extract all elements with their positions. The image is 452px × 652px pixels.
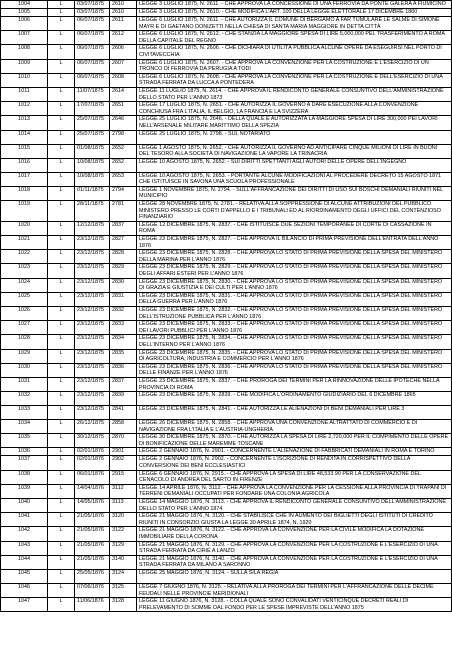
act-date-cell: 06/07/1875 — [75, 73, 110, 87]
table-row — [1, 321, 452, 335]
table-row — [1, 434, 452, 448]
table-row — [1, 392, 452, 406]
table-row — [1, 102, 452, 116]
act-description-cell: LEGGE 14 APRILE 1876, N. 3112. - CHE APPROVA LA CONVENZIONE PER LA CESSIONE ALLA PROVINCIA DI TRAPANI DI TERRENI DEMANIALI OCCUPATI PER FONDARE UNA COLONIA AGRICOLA — [137, 484, 452, 498]
act-date-cell: 23/12/1875 — [75, 236, 110, 250]
row-number-cell: 1036 — [1, 448, 48, 456]
act-date-cell: 14/05/1876 — [75, 499, 110, 513]
table-row — [1, 335, 452, 349]
act-description-cell: LEGGE 10 AGOSTO 1875, N. 2652. - SUI DIRITTI SPETTANTI AGLI AUTORI DELLE OPERE DELL'INGEGNO — [137, 158, 452, 172]
act-type-cell: L — [48, 335, 75, 349]
act-code-cell: 3125 — [110, 583, 137, 597]
act-code-cell: 2781 — [110, 201, 137, 222]
act-date-cell: 21/05/1876 — [75, 541, 110, 555]
act-description-cell: LEGGE 23 DICEMBRE 1875, N. 2830. - CHE APPROVA LO STATO DI PRIMA PREVISIONE DELLA SPESA DEL MINISTERO DI GRAZIA E GIUSTIZIA E DEI CULTI PER L'ANNO 1876 — [137, 278, 452, 292]
act-date-cell: 02/01/1876 — [75, 456, 110, 470]
act-date-cell: 23/12/1875 — [75, 306, 110, 320]
act-type-cell: L — [48, 250, 75, 264]
act-date-cell: 25/07/1875 — [75, 116, 110, 130]
act-code-cell: 3129 — [110, 541, 137, 555]
act-type-cell: L — [48, 321, 75, 335]
act-code-cell: 2606 — [110, 45, 137, 59]
act-date-cell: 23/12/1875 — [75, 335, 110, 349]
act-code-cell: 2841 — [110, 406, 137, 420]
act-date-cell: 07/06/1876 — [75, 583, 110, 597]
table-row — [1, 87, 452, 101]
table-row — [1, 158, 452, 172]
row-number-cell: 1020 — [1, 221, 48, 235]
act-description-cell: LEGGE 1 NOVEMBRE 1875, N. 2794. - SULL'AFFRANCAZIONE DEI DIRITTI DI USO SUI BOSCHI DEMANIALI RIUNITI NEL MUNICIPIO — [137, 186, 452, 200]
act-date-cell: 23/12/1875 — [75, 264, 110, 278]
table-row — [1, 186, 452, 200]
act-description-cell: LEGGE 23 DICEMBRE 1875, N. 2832. - CHE APPROVA LO STATO DI PRIMA PREVISIONE DELLA SPESA DEL MINISTERO DELL'ISTRUZIONE PUBBLICA PER L'ANNO 1876 — [137, 306, 452, 320]
act-description-cell: LEGGE 23 DICEMBRE 1875, N. 2831. - CHE APPROVA LO STATO DI PRIMA PREVISIONE DELLA SPESA DEL MINISTERO DELLA GUERRA PER L'ANNO 1876 — [137, 292, 452, 306]
table-row — [1, 116, 452, 130]
act-code-cell: 2831 — [110, 292, 137, 306]
table-row — [1, 555, 452, 569]
act-date-cell: 01/11/1875 — [75, 186, 110, 200]
act-date-cell: 21/05/1876 — [75, 527, 110, 541]
act-type-cell: L — [48, 377, 75, 391]
act-type-cell: L — [48, 527, 75, 541]
row-number-cell: 1026 — [1, 306, 48, 320]
act-code-cell: 2794 — [110, 186, 137, 200]
act-description-cell: LEGGE 21 MAGGIO 1876, N. 3120. - CHE STABILISCE CHE IN AUMENTO DEI BIGLIETTI DEGLI ISTITUTI DI CREDITO RIUNITI IN CONSORZIO GIUSTA LA LEGGE 30 APRILE 1874, N. 1920 — [137, 513, 452, 527]
row-number-cell: 1040 — [1, 499, 48, 513]
act-type-cell: L — [48, 363, 75, 377]
act-date-cell: 25/05/1876 — [75, 569, 110, 583]
act-date-cell: 06/07/1875 — [75, 17, 110, 31]
act-type-cell: L — [48, 598, 75, 612]
row-number-cell: 1033 — [1, 406, 48, 420]
table-row — [1, 264, 452, 278]
act-description-cell: LEGGE 14 MAGGIO 1876, N. 3113. - CHE APPROVA IL RENDICONTO GENERALE CONSUNTIVO DELL'AMMINISTRAZIONE DELLO STATO PER L'ANNO 1874 — [137, 499, 452, 513]
act-description-cell: LEGGE 2 GENNAIO 1876, N. 2901. - CONCERNENTE L'ALIENAZIONE DI FABBRICATI DEMANIALI IN ROMA E TORINO — [137, 448, 452, 456]
act-description-cell: LEGGE 25 MAGGIO 1876, N. 3124. - SULLA SILA REGIA — [137, 569, 452, 583]
act-description-cell: LEGGE 23 DICEMBRE 1875, N. 2839. - CHE MODIFICA L'ORDINAMENTO GIUDIZIARIO DEL 6 DICEMBRE 1865 — [137, 392, 452, 406]
act-description-cell: LEGGE 10 AGOSTO 1875, N. 2653. - PORTANTE ALCUNE MODIFICAZIONI AL PROCEDERE DECRETO 15 AGOSTO 1871 CHE ISTITUISCE IN SAVONA UNA SCUOLA PROFESSIONALE — [137, 172, 452, 186]
act-code-cell: 2902 — [110, 456, 137, 470]
row-number-cell: 1017 — [1, 172, 48, 186]
act-type-cell: L — [48, 102, 75, 116]
act-type-cell: L — [48, 406, 75, 420]
row-number-cell: 1019 — [1, 201, 48, 222]
row-number-cell: 1005 — [1, 9, 48, 17]
act-date-cell: 23/12/1875 — [75, 278, 110, 292]
act-date-cell: 17/07/1875 — [75, 102, 110, 116]
act-type-cell: L — [48, 59, 75, 73]
act-type-cell: L — [48, 201, 75, 222]
row-number-cell: 1008 — [1, 45, 48, 59]
row-number-cell: 1045 — [1, 569, 48, 583]
row-number-cell: 1035 — [1, 434, 48, 448]
act-code-cell: 2651 — [110, 102, 137, 116]
act-code-cell: 2652 — [110, 144, 137, 158]
table-row — [1, 377, 452, 391]
act-description-cell: LEGGE 28 NOVEMBRE 1875, N. 2781. - RELATIVA ALLA SOPPRESSIONE DI ALCUNE ATTRIBUZIONI DEL PUBBLICO MINISTERO PRESSO LE CORTI D'APPELLO E I TRIBUNALI ED AL RIORDINAMENTO DEGLI UFFICI DEL CONTENZIOSO FINANZIARIO — [137, 201, 452, 222]
row-number-cell: 1015 — [1, 144, 48, 158]
act-description-cell: LEGGE 23 DICEMBRE 1875, N. 2837. - CHE PROROGA DEI TERMINI PER LA RINNOVAZIONE DELLE IPOTECHE NELLA PROVINCIA DI ROMA — [137, 377, 452, 391]
row-number-cell: 1011 — [1, 87, 48, 101]
act-code-cell: 2834 — [110, 335, 137, 349]
table-body — [1, 1, 452, 612]
act-code-cell: 2652 — [110, 158, 137, 172]
act-description-cell: LEGGE 11 GIUGNO 1876, N. 3128. - COLLA QUALE SONO CONVALIDATI VENTICINQUE DECRETI REALI DI PRELEVAMENTO DI SOMME DAL FONDO PER LE SPESE IMPREVISTE DELL'ANNO 1875 — [137, 598, 452, 612]
act-date-cell: 03/07/1875 — [75, 9, 110, 17]
row-number-cell: 1031 — [1, 377, 48, 391]
act-description-cell: LEGGE 2 GENNAIO 1876, N. 2902. - CONCERNENTE L'ISCRIZIONE DI RENDITA IN CORRISPETTIVO DELLA CONVERSIONE DEI BENI ECCLESIASTICI — [137, 456, 452, 470]
act-type-cell: L — [48, 499, 75, 513]
act-type-cell: L — [48, 158, 75, 172]
act-type-cell: L — [48, 470, 75, 484]
act-description-cell: LEGGE 7 GIUGNO 1876, N. 3125. - RELATIVA ALLA PROROGA DEI TERMINI PER L'AFFRANCAZIONE DELLE DECIME FEUDALI NELLE PROVINCIE MERIDIONALI — [137, 583, 452, 597]
act-type-cell: L — [48, 349, 75, 363]
act-code-cell: 2829 — [110, 264, 137, 278]
row-number-cell: 1009 — [1, 59, 48, 73]
row-number-cell: 1021 — [1, 236, 48, 250]
row-number-cell: 1037 — [1, 456, 48, 470]
table-row — [1, 221, 452, 235]
row-number-cell: 1006 — [1, 17, 48, 31]
act-description-cell: LEGGE 23 DICEMBRE 1875, N. 2841. - CHE AUTORIZZA LE ALIENAZIONI DI BENI DEMANIALI PER LIRE 3 — [137, 406, 452, 420]
act-date-cell: 21/05/1876 — [75, 513, 110, 527]
row-number-cell: 1004 — [1, 1, 48, 9]
act-code-cell: 3120 — [110, 513, 137, 527]
act-code-cell: 2614 — [110, 87, 137, 101]
act-description-cell: LEGGE 21 MAGGIO 1876, N. 3122. - CHE APPROVA LA CONVENZIONE PER LA CIVILE MODIFICA LA DOTAZIONE IMMOBILIARE DELLA CORONA — [137, 527, 452, 541]
act-date-cell: 28/11/1875 — [75, 201, 110, 222]
table-row — [1, 363, 452, 377]
table-row — [1, 448, 452, 456]
act-code-cell: 2610 — [110, 1, 137, 9]
row-number-cell: 1039 — [1, 484, 48, 498]
act-code-cell: 3122 — [110, 527, 137, 541]
act-description-cell: LEGGE 6 LUGLIO 1875, N. 2611. - CHE AUTORIZZA IL COMUNE DI BERGAMO A FAR TUMULARE LE SALME DI SIMONE MAYR E DI GAETANO DONIZETTI NELLA CHIESA DI SANTA MARIA MAGGIORE IN DETTA CITTÀ — [137, 17, 452, 31]
act-type-cell: L — [48, 17, 75, 31]
act-type-cell: L — [48, 555, 75, 569]
act-type-cell: L — [48, 73, 75, 87]
table-row — [1, 527, 452, 541]
act-code-cell: 2612 — [110, 31, 137, 45]
act-description-cell: LEGGE 3 LUGLIO 1875, N. 2611. - CHE APPROVA LA CONCESSIONE DI UNA FERROVIA DA PONTE GALERA A FIUMICINO — [137, 1, 452, 9]
act-description-cell: LEGGE 23 DICEMBRE 1875, N. 2829. - CHE APPROVA LO STATO DI PRIMA PREVISIONE DELLA SPESA DEL MINISTERO DEGLI AFFARI ESTERI PER L'ANNO 1876 — [137, 264, 452, 278]
act-description-cell: LEGGE 1 AGOSTO 1875, N. 2652. - CHE AUTORIZZA IL GOVERNO AD ANTICIPARE CINQUE MILIONI DI LIRE IN BUONI DEL TESORO ALLA SOCIETÀ DI NAVIGAZIONE LA VAPORE LA TRINACRIA — [137, 144, 452, 158]
act-code-cell: 2858 — [110, 420, 137, 434]
row-number-cell: 1012 — [1, 102, 48, 116]
table-row — [1, 1, 452, 9]
table-row — [1, 420, 452, 434]
act-code-cell: 2830 — [110, 278, 137, 292]
act-type-cell: L — [48, 31, 75, 45]
act-description-cell: LEGGE 3 LUGLIO 1875, N. 2610. - CHE MODIFICA L'ART. 100 DELLA LEGGE ELETTORALE 17 DICEMBRE 1860 — [137, 9, 452, 17]
table-row — [1, 73, 452, 87]
act-type-cell: L — [48, 392, 75, 406]
act-type-cell: L — [48, 541, 75, 555]
act-type-cell: L — [48, 306, 75, 320]
row-number-cell: 1029 — [1, 349, 48, 363]
act-date-cell: 02/01/1876 — [75, 448, 110, 456]
act-date-cell: 23/12/1875 — [75, 250, 110, 264]
act-date-cell: 23/12/1875 — [75, 292, 110, 306]
act-type-cell: L — [48, 116, 75, 130]
act-type-cell: L — [48, 420, 75, 434]
row-number-cell: 1022 — [1, 250, 48, 264]
act-date-cell: 26/12/1875 — [75, 420, 110, 434]
table-row — [1, 569, 452, 583]
row-number-cell: 1042 — [1, 527, 48, 541]
act-type-cell: L — [48, 1, 75, 9]
table-row — [1, 130, 452, 144]
table-row — [1, 59, 452, 73]
row-number-cell: 1027 — [1, 321, 48, 335]
act-description-cell: LEGGE 23 DICEMBRE 1875, N. 2828. - CHE APPROVA LO STATO DI PRIMA PREVISIONE DELLA SPESA DEL MINISTERO DELLA MARINA PER L'ANNO 1876 — [137, 250, 452, 264]
act-description-cell: LEGGE 11 LUGLIO 1875, N. 2614. - CHE APPROVA IL RENDICONTO GENERALE CONSUNTIVO DELL'AMMINISTRAZIONE DELLO STATO PER L'ANNO 1873 — [137, 87, 452, 101]
act-code-cell: 2837 — [110, 221, 137, 235]
act-code-cell: 2837 — [110, 377, 137, 391]
act-date-cell: 23/12/1875 — [75, 321, 110, 335]
act-code-cell: 2610 — [110, 9, 137, 17]
act-type-cell: L — [48, 448, 75, 456]
table-row — [1, 17, 452, 31]
act-description-cell: LEGGE 6 LUGLIO 1875, N. 2607. - CHE APPROVA LA CONVENZIONE PER LA COSTRUZIONE E L'ESERCIZIO DI UN TRONCO DI FERROVIA DA PERUGIA A TODI — [137, 59, 452, 73]
table-row — [1, 513, 452, 527]
row-number-cell: 1014 — [1, 130, 48, 144]
act-code-cell: 2607 — [110, 59, 137, 73]
table-row — [1, 349, 452, 363]
row-number-cell: 1041 — [1, 513, 48, 527]
act-code-cell: 3112 — [110, 484, 137, 498]
act-type-cell: L — [48, 87, 75, 101]
table-row — [1, 499, 452, 513]
act-description-cell: LEGGE 12 DICEMBRE 1875, N. 2837. - CHE ISTITUISCE DUE SEZIONI TEMPORANEE DI CORTE DI CASSAZIONE IN ROMA — [137, 221, 452, 235]
row-number-cell: 1025 — [1, 292, 48, 306]
act-date-cell: 10/08/1875 — [75, 172, 110, 186]
table-row — [1, 583, 452, 597]
row-number-cell: 1024 — [1, 278, 48, 292]
act-description-cell: LEGGE 23 DICEMBRE 1875, N. 2836. - CHE APPROVA LO STATO DI PRIMA PREVISIONE DELLA SPESA DEL MINISTERO DELLE FINANZE PER L'ANNO 1876 — [137, 363, 452, 377]
row-number-cell: 1028 — [1, 335, 48, 349]
act-type-cell: L — [48, 569, 75, 583]
act-date-cell: 01/08/1875 — [75, 144, 110, 158]
act-description-cell: LEGGE 6 LUGLIO 1875, N. 2612. - CHE STANZIA LA MAGGIORE SPESA DI LIRE 5,000,000 PEL TRASFERIMENTO A ROMA DELLA CAPITALE DEL REGNO — [137, 31, 452, 45]
act-type-cell: L — [48, 9, 75, 17]
act-code-cell: 2833 — [110, 321, 137, 335]
row-number-cell: 1043 — [1, 541, 48, 555]
act-date-cell: 23/12/1875 — [75, 392, 110, 406]
act-type-cell: L — [48, 186, 75, 200]
act-date-cell: 06/01/1876 — [75, 470, 110, 484]
act-code-cell: 2836 — [110, 363, 137, 377]
act-code-cell: 2839 — [110, 392, 137, 406]
act-description-cell: LEGGE 25 LUGLIO 1875, N. 2646. - DELLA QUALE È AUTORIZZATA LA MAGGIORE SPESA DI LIRE 300,000 PEI LAVORI NELL'ARSENALE MILITARE MARITTIMO DELLA SPEZIA — [137, 116, 452, 130]
act-date-cell: 11/06/1876 — [75, 598, 110, 612]
row-number-cell: 1007 — [1, 31, 48, 45]
act-description-cell: LEGGE 17 LUGLIO 1875, N. 2651. - CHE AUTORIZZA IL GOVERNO A DARE ESECUZIONE ALLA CONVENZIONE CONCHIUSA FRA L'ITALIA, IL BELGIO, LA FRANCIA E LA SVIZZERA — [137, 102, 452, 116]
act-type-cell: L — [48, 292, 75, 306]
act-code-cell: 2901 — [110, 448, 137, 456]
act-code-cell: 2870 — [110, 434, 137, 448]
row-number-cell: 1034 — [1, 420, 48, 434]
act-code-cell: 2608 — [110, 73, 137, 87]
act-type-cell: L — [48, 484, 75, 498]
act-code-cell: 2832 — [110, 306, 137, 320]
act-code-cell: 2915 — [110, 470, 137, 484]
act-description-cell: LEGGE 30 DICEMBRE 1875, N. 2870. - CHE AUTORIZZA LA SPESA DI LIRE 2,720,000 PER IL COMPIMENTO DELLE OPERE DI BONIFICAZIONE DELLE MAREMME TOSCANE — [137, 434, 452, 448]
act-description-cell: LEGGE 6 LUGLIO 1875, N. 2606. - CHE DICHIARA DI UTILITÀ PUBBLICA ALCUNE OPERE DA ESEGUIRSI NEL PORTO DI CIVITAVECCHIA — [137, 45, 452, 59]
act-date-cell: 12/12/1875 — [75, 221, 110, 235]
row-number-cell: 1046 — [1, 583, 48, 597]
row-number-cell: 1038 — [1, 470, 48, 484]
act-description-cell: LEGGE 6 GENNAIO 1876, N. 2915. - CHE APPROVA LA SPESA DI LIRE 48,533.90 PER LA CONSERVAZIONE DEL CENACOLO DI ANDREA DEL SARTO IN FIRENZE — [137, 470, 452, 484]
table-row — [1, 9, 452, 17]
act-description-cell: LEGGE 26 DICEMBRE 1875, N. 2858. - CHE APPROVA UNA CONVENZIONE ALTRATTATO DI COMMERCIO E DI NAVIGAZIONE FRA L'ITALIA E L'AUSTRIA-UNGHERIA — [137, 420, 452, 434]
table-row — [1, 541, 452, 555]
row-number-cell: 1030 — [1, 363, 48, 377]
table-row — [1, 278, 452, 292]
row-number-cell: 1016 — [1, 158, 48, 172]
table-row — [1, 172, 452, 186]
act-date-cell: 03/07/1875 — [75, 1, 110, 9]
row-number-cell: 1032 — [1, 392, 48, 406]
table-row — [1, 144, 452, 158]
act-code-cell: 3140 — [110, 555, 137, 569]
act-code-cell: 2611 — [110, 17, 137, 31]
table-row — [1, 31, 452, 45]
act-description-cell: LEGGE 6 LUGLIO 1875, N. 2608. - CHE APPROVA LA CONVENZIONE PER LA COSTRUZIONE E DELL'ESERCIZIO DI UNA STRADA FERRATA DA LUCCA A PONTEDERA — [137, 73, 452, 87]
act-description-cell: LEGGE 23 DICEMBRE 1875, N. 2833. - CHE APPROVA LO STATO DI PRIMA PREVISIONE DELLA SPESA DEL MINISTERO DEI LAVORI PUBBLICI PER L'ANNO 1876 — [137, 321, 452, 335]
act-code-cell: 2835 — [110, 349, 137, 363]
act-type-cell: L — [48, 172, 75, 186]
table-row — [1, 470, 452, 484]
table-row — [1, 306, 452, 320]
act-type-cell: L — [48, 583, 75, 597]
table-row — [1, 250, 452, 264]
act-date-cell: 23/12/1875 — [75, 406, 110, 420]
table-row — [1, 236, 452, 250]
table-row — [1, 598, 452, 612]
act-date-cell: 11/07/1875 — [75, 87, 110, 101]
act-date-cell: 30/12/1875 — [75, 434, 110, 448]
row-number-cell: 1023 — [1, 264, 48, 278]
act-type-cell: L — [48, 264, 75, 278]
act-type-cell: L — [48, 45, 75, 59]
row-number-cell: 1013 — [1, 116, 48, 130]
act-code-cell: 2646 — [110, 116, 137, 130]
act-description-cell: LEGGE 23 DICEMBRE 1875, N. 2834. - CHE APPROVA LO STATO DI PRIMA PREVISIONE DELLA SPESA DEL MINISTERO DELL'INTERNO PER L'ANNO 1876 — [137, 335, 452, 349]
act-code-cell: 3128 — [110, 598, 137, 612]
act-type-cell: L — [48, 456, 75, 470]
table-row — [1, 292, 452, 306]
table-row — [1, 406, 452, 420]
table-row — [1, 484, 452, 498]
row-number-cell: 1047 — [1, 598, 48, 612]
row-number-cell: 1044 — [1, 555, 48, 569]
act-date-cell: 06/07/1875 — [75, 31, 110, 45]
act-date-cell: 06/07/1875 — [75, 59, 110, 73]
act-code-cell: 2827 — [110, 236, 137, 250]
act-type-cell: L — [48, 278, 75, 292]
act-date-cell: 14/04/1876 — [75, 484, 110, 498]
act-description-cell: LEGGE 23 DICEMBRE 1875, N. 2835. - CHE APPROVA LO STATO DI PRIMA PREVISIONE DELLA SPESA DEL MINISTERO DI AGRICOLTURA, INDUSTRIA E COMMERCIO PER L'ANNO 1876 — [137, 349, 452, 363]
act-date-cell: 23/12/1875 — [75, 377, 110, 391]
act-description-cell: LEGGE 23 DICEMBRE 1875, N. 2827. - CHE APPROVA IL BILANCIO DI PRIMA PREVISIONE DELL'ENTRATA DELL'ANNO 1876 — [137, 236, 452, 250]
act-code-cell: 2798 — [110, 130, 137, 144]
act-type-cell: L — [48, 434, 75, 448]
act-type-cell: L — [48, 221, 75, 235]
act-code-cell: 2653 — [110, 172, 137, 186]
act-date-cell: 06/07/1875 — [75, 45, 110, 59]
act-code-cell: 3113 — [110, 499, 137, 513]
act-type-cell: L — [48, 236, 75, 250]
act-description-cell: LEGGE 21 MAGGIO 1876, N. 3140. - CHE APPROVA LA CONVENZIONE PER LA COSTRUZIONE E L'ESERCIZIO DI UNA STRADA FERRATA DA MILANO A SARONNO — [137, 555, 452, 569]
act-date-cell: 23/12/1875 — [75, 349, 110, 363]
act-code-cell: 3124 — [110, 569, 137, 583]
act-date-cell: 25/07/1875 — [75, 130, 110, 144]
table-row — [1, 201, 452, 222]
act-type-cell: L — [48, 130, 75, 144]
act-description-cell: LEGGE 21 MAGGIO 1876, N. 3129. - CHE APPROVA LA CONVENZIONE PER LA COSTRUZIONE E L'ESERCIZIO DI UNA STRADA FERRATA DA CIRIÉ A LANZO — [137, 541, 452, 555]
act-date-cell: 10/08/1875 — [75, 158, 110, 172]
act-type-cell: L — [48, 513, 75, 527]
row-number-cell: 1018 — [1, 186, 48, 200]
act-type-cell: L — [48, 144, 75, 158]
table-row — [1, 45, 452, 59]
act-date-cell: 21/05/1876 — [75, 555, 110, 569]
act-code-cell: 2828 — [110, 250, 137, 264]
act-date-cell: 23/12/1875 — [75, 363, 110, 377]
act-description-cell: LEGGE 25 LUGLIO 1875, N. 2798. - SUL NOTARIATO — [137, 130, 452, 144]
row-number-cell: 1010 — [1, 73, 48, 87]
table-row — [1, 456, 452, 470]
